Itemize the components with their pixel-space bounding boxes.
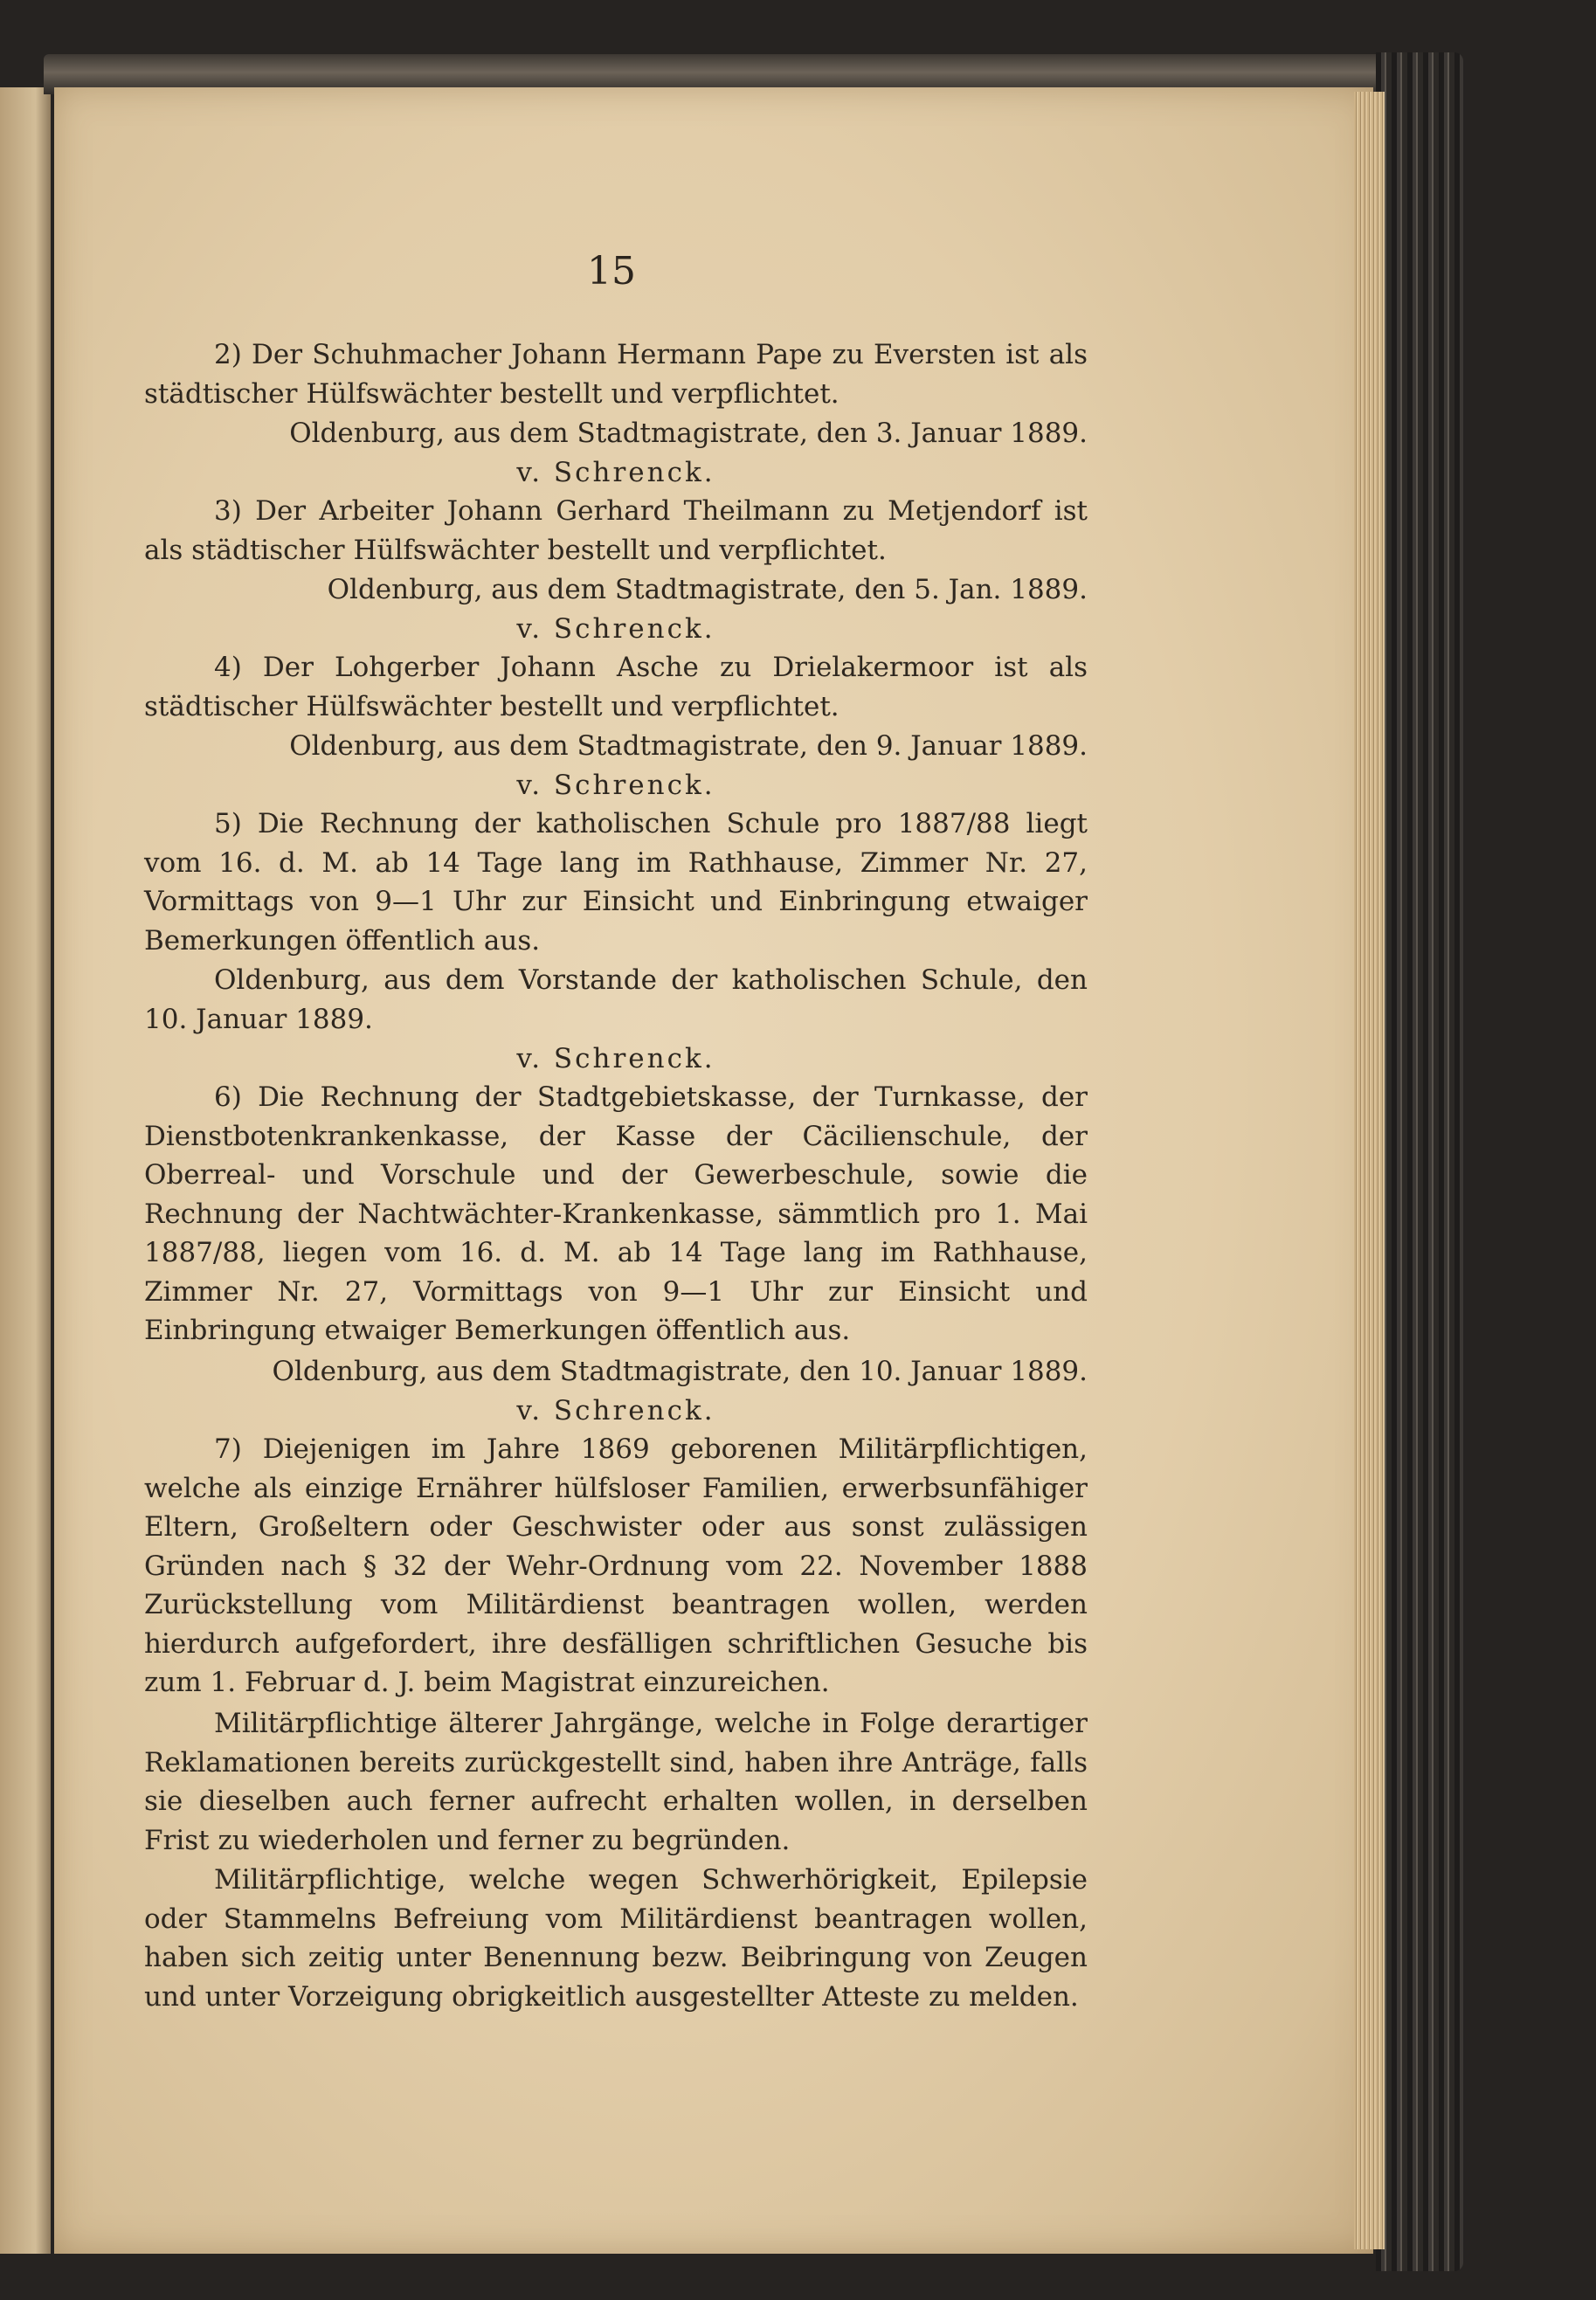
section-3-text: 3) Der Arbeiter Johann Gerhard Theilmann zu Metjendorf ist als städtischer Hülfswächter bestellt und verpflichtet. [144,495,1088,566]
section-7-text: 7) Diejenigen im Jahre 1869 geborenen Militärpflichtigen, welche als einzige Ernährer hülfsloser Familien, erwerbsunfähiger Eltern, Großeltern oder Geschwister oder aus sonst zulässigen Gründen nach § 32 der Wehr-Ordnung vom 22. November 1888 Zurückstellung vom Militärdienst beantragen wollen, werden hierdurch aufgefordert, ihre desfälligen schriftlichen Gesuche bis zum 1. Februar d. J. beim Magistrat einzureichen. [144,1433,1088,1698]
section-2-signature: v. Schrenck. [516,457,715,488]
section-4-text: 4) Der Lohgerber Johann Asche zu Drielakermoor ist als städtischer Hülfswächter bestellt und verpflichtet. [144,652,1088,722]
section-3-signature: v. Schrenck. [516,613,715,645]
left-facing-page-edge [0,87,51,2254]
page-number: 15 [587,249,636,294]
section-7-paragraph-2: Militärpflichtige älterer Jahrgänge, welche in Folge derartiger Reklamationen bereits zurückgestellt sind, haben ihre Anträge, falls sie dieselben auch ferner aufrecht erhalten wollen, in derselben Frist zu wiederholen und ferner zu begründen. [144,1708,1088,1856]
section-7-paragraph-3: Militärpflichtige, welche wegen Schwerhörigkeit, Epilepsie oder Stammelns Befreiung vom Militärdienst beantragen wollen, haben sich zeitig unter Benennung bezw. Beibringung von Zeugen und unter Vorzeigung obrigkeitlich ausgestellter Atteste zu melden. [144,1864,1088,2013]
section-5-place-date: Oldenburg, aus dem Vorstande der katholischen Schule, den 10. Januar 1889. [144,964,1088,1035]
section-4-signature: v. Schrenck. [516,770,715,801]
section-6-signature: v. Schrenck. [516,1395,715,1426]
section-4-place-date: Oldenburg, aus dem Stadtmagistrate, den 9. Januar 1889. [289,730,1088,762]
section-3-place-date: Oldenburg, aus dem Stadtmagistrate, den 5. Jan. 1889. [327,574,1088,605]
section-6-place-date: Oldenburg, aus dem Stadtmagistrate, den 10. Januar 1889. [272,1356,1088,1387]
book-binding [1376,52,1463,2271]
section-5-text: 5) Die Rechnung der katholischen Schule pro 1887/88 liegt vom 16. d. M. ab 14 Tage lang im Rathhause, Zimmer Nr. 27, Vormittags von 9—1 Uhr zur Einsicht und Einbringung etwaiger Bemerkungen öffentlich aus. [144,808,1088,957]
section-2-place-date: Oldenburg, aus dem Stadtmagistrate, den 3. Januar 1889. [289,418,1088,449]
page-edges [1354,92,1385,2249]
section-2-text: 2) Der Schuhmacher Johann Hermann Pape zu Eversten ist als städtischer Hülfswächter bestellt und verpflichtet. [144,339,1088,410]
section-5-signature: v. Schrenck. [516,1043,715,1074]
section-6-text: 6) Die Rechnung der Stadtgebietskasse, der Turnkasse, der Dienstbotenkrankenkasse, der Kasse der Cäcilienschule, der Oberreal- und Vorschule und der Gewerbeschule, sowie die Rechnung der Nachtwächter-Krankenkasse, sämmtlich pro 1. Mai 1887/88, liegen vom 16. d. M. ab 14 Tage lang im Rathhause, Zimmer Nr. 27, Vormittags von 9—1 Uhr zur Einsicht und Einbringung etwaiger Bemerkungen öffentlich aus. [144,1081,1088,1346]
